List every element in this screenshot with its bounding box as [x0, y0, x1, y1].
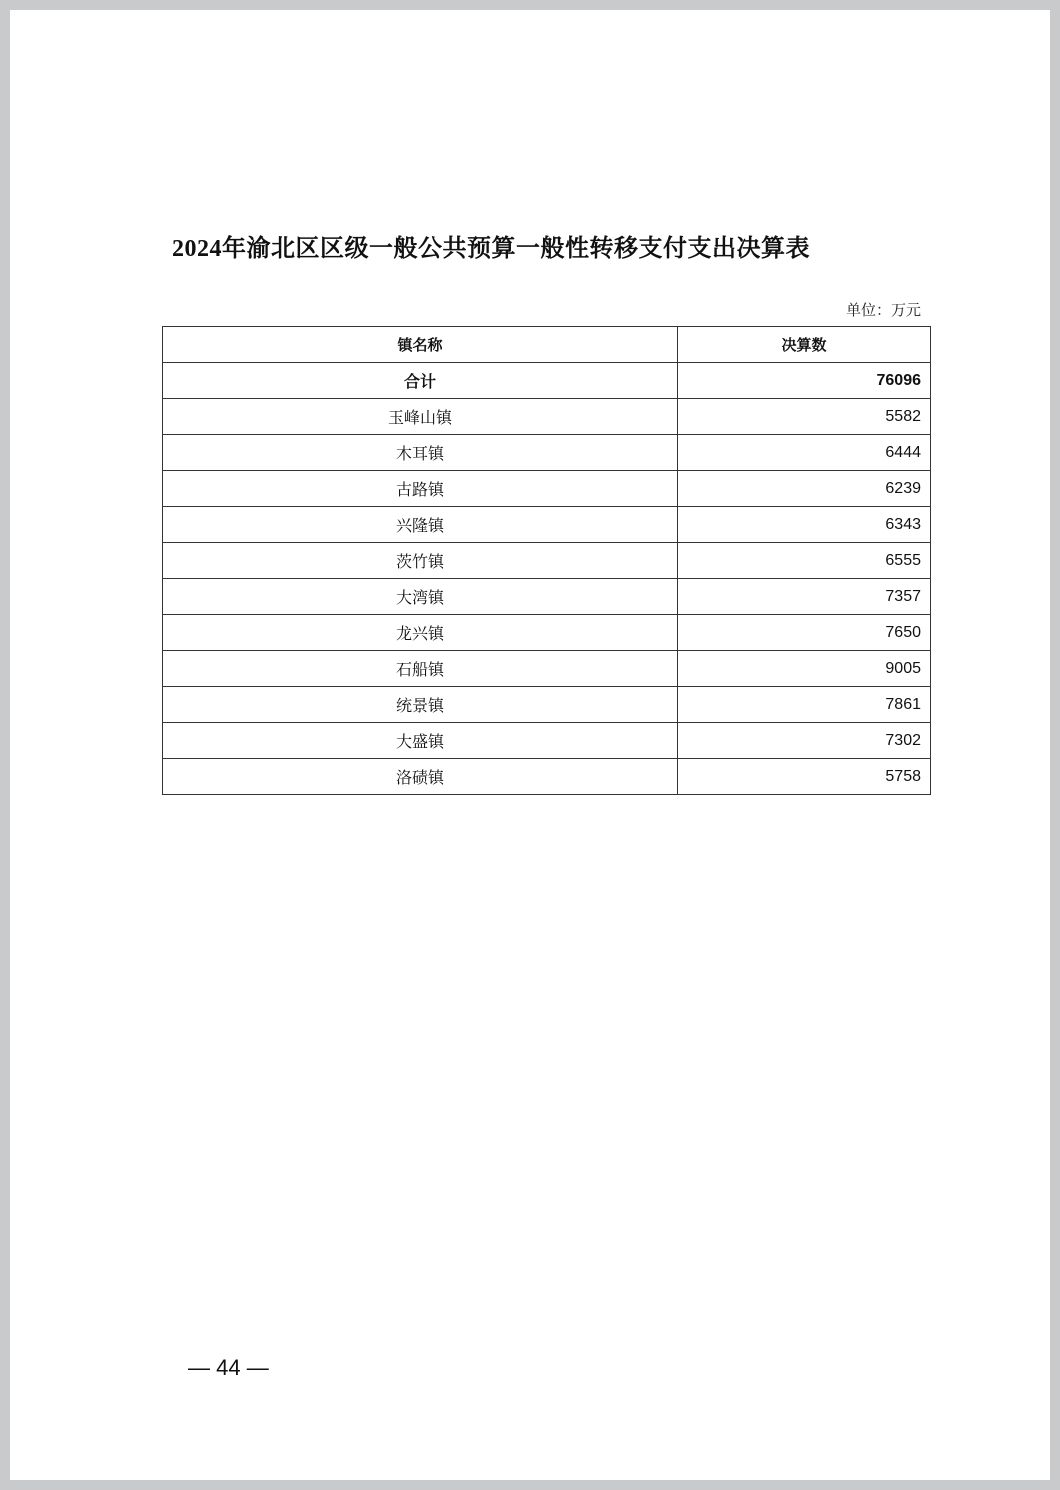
budget-table [162, 326, 931, 795]
town-name: 茨竹镇 [163, 543, 678, 579]
total-label: 合计 [163, 363, 678, 399]
page-title: 2024年渝北区区级一般公共预算一般性转移支付支出决算表 [172, 236, 810, 262]
table-row [163, 579, 931, 615]
town-value: 6239 [678, 471, 931, 507]
table-row [163, 615, 931, 651]
town-name: 玉峰山镇 [163, 399, 678, 435]
document-page [10, 10, 1050, 1480]
town-name: 大湾镇 [163, 579, 678, 615]
table-row [163, 399, 931, 435]
town-name: 古路镇 [163, 471, 678, 507]
table-row [163, 543, 931, 579]
town-name: 龙兴镇 [163, 615, 678, 651]
total-row [163, 363, 931, 399]
town-name: 石船镇 [163, 651, 678, 687]
table-header-row [163, 327, 931, 363]
page-number: — 44 — [188, 1355, 269, 1380]
table-row [163, 471, 931, 507]
table-row [163, 759, 931, 795]
town-value: 7302 [678, 723, 931, 759]
table-row [163, 687, 931, 723]
town-value: 5758 [678, 759, 931, 795]
header-final-amount: 决算数 [678, 327, 931, 363]
town-name: 统景镇 [163, 687, 678, 723]
town-value: 5582 [678, 399, 931, 435]
town-value: 6555 [678, 543, 931, 579]
town-value: 7357 [678, 579, 931, 615]
unit-label: 单位：万元 [845, 303, 921, 319]
town-value: 7650 [678, 615, 931, 651]
town-value: 9005 [678, 651, 931, 687]
town-value: 7861 [678, 687, 931, 723]
total-value: 76096 [678, 363, 931, 399]
town-name: 木耳镇 [163, 435, 678, 471]
town-name: 洛碛镇 [163, 759, 678, 795]
town-name: 兴隆镇 [163, 507, 678, 543]
table-row [163, 723, 931, 759]
town-name: 大盛镇 [163, 723, 678, 759]
town-value: 6444 [678, 435, 931, 471]
table-row [163, 651, 931, 687]
table-row [163, 507, 931, 543]
table-row [163, 435, 931, 471]
town-value: 6343 [678, 507, 931, 543]
header-town-name: 镇名称 [163, 327, 678, 363]
